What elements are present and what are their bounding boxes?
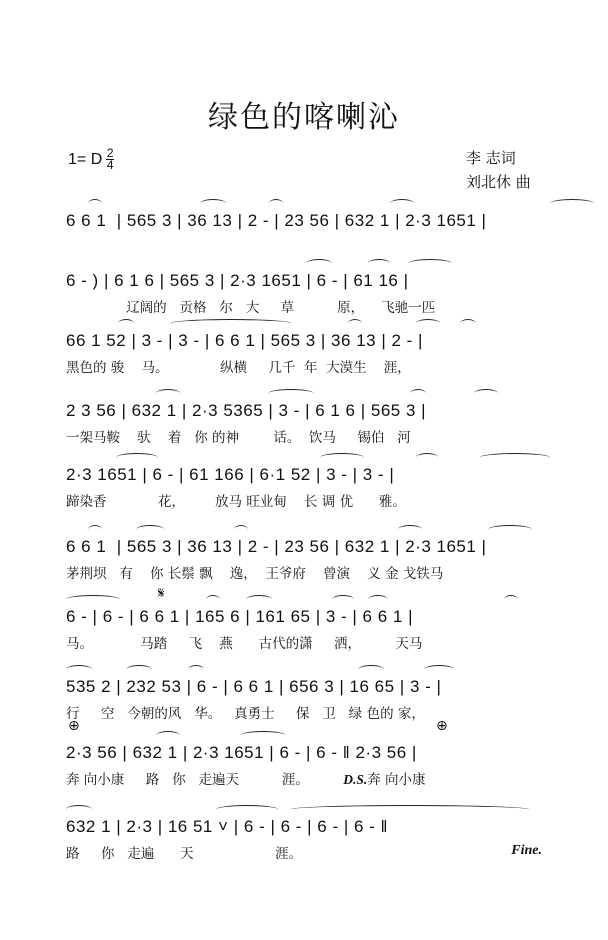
segno-icon: 𝄋 bbox=[158, 584, 165, 602]
notation: 66 1 52 | 3 - | 3 - | 6 6 1 | 565 3 | 36 13 | 2 - | bbox=[66, 331, 423, 350]
notation: 6 6 1 | 565 3 | 36 13 | 2 - | 23 56 | 632 1 | 2·3 1651 | bbox=[66, 211, 487, 230]
lyric-line bbox=[66, 237, 542, 259]
lyric-line: 行 空 今朝的风 华。 真勇士 保 卫 绿 色的 家， bbox=[66, 706, 425, 722]
coda-icon: ⊕ bbox=[436, 718, 448, 734]
score-line-6 bbox=[66, 534, 542, 594]
notation: 6 6 1 | 565 3 | 36 13 | 2 - | 23 56 | 632 1 | 2·3 1651 | bbox=[66, 537, 487, 556]
coda-icon: ⊕ bbox=[68, 718, 80, 734]
notation: 6 - | 6 - | 6 6 1 | 165 6 | 161 65 | 3 - | 6 6 1 | bbox=[66, 607, 413, 626]
song-title: 绿色的喀喇沁 bbox=[208, 100, 400, 135]
notation: 2·3 1651 | 6 - | 61 166 | 6·1 52 | 3 - | 3 - | bbox=[66, 465, 395, 484]
notation: 6 - ) | 6 1 6 | 565 3 | 2·3 1651 | 6 - | 61 16 | bbox=[66, 271, 409, 290]
time-signature: 2 4 bbox=[106, 146, 114, 172]
notation: 632 1 | 2·3 | 16 51 ˅ | 6 - | 6 - | 6 - | 6 - ‖ bbox=[66, 817, 389, 836]
score-line-10 bbox=[66, 814, 542, 874]
score-line-1 bbox=[66, 208, 542, 268]
lyric-line: 辽阔的 贡格 尔 大 草 原， 飞驰一匹 bbox=[66, 300, 436, 316]
key-signature bbox=[68, 148, 114, 171]
notation: 535 2 | 232 53 | 6 - | 6 6 1 | 656 3 | 16 65 | 3 - | bbox=[66, 677, 442, 696]
lyricist: 李 志词 bbox=[466, 149, 516, 167]
ds-marker: D.S. bbox=[343, 772, 368, 787]
lyric-line: 马。 马踏 飞 燕 古代的潇 洒， 天马 bbox=[66, 636, 423, 652]
score-line-5 bbox=[66, 462, 542, 522]
lyric-line: 奔 向小康 路 你 走遍天 涯。 D.S.奔 向小康 bbox=[66, 772, 426, 788]
score-line-7 bbox=[66, 584, 542, 664]
score-line-3 bbox=[66, 328, 542, 388]
credits bbox=[466, 146, 531, 194]
score-line-4 bbox=[66, 398, 542, 458]
lyric-line: 茅荆坝 有 你 长鬃 飘 逸， 王爷府 曾演 义 金 戈铁马 bbox=[66, 566, 444, 582]
key-tonic: 1= D bbox=[68, 150, 103, 168]
score-line-9 bbox=[66, 718, 542, 800]
notation: 2·3 56 | 632 1 | 2·3 1651 | 6 - | 6 - ‖ 2·3 56 | bbox=[66, 743, 417, 762]
lyric-line: 一架马鞍 驮 着 你 的神 话。 饮马 锡伯 河 bbox=[66, 430, 411, 446]
notation: 2 3 56 | 632 1 | 2·3 5365 | 3 - | 6 1 6 | 565 3 | bbox=[66, 401, 427, 420]
score-line-8 bbox=[66, 674, 542, 734]
composer: 刘北休 曲 bbox=[466, 173, 531, 191]
lyric-line: 蹄染香 花， 放马 旺业甸 长 调 优 雅。 bbox=[66, 494, 406, 510]
lyric-line: 黑色的 骏 马。 纵横 几千 年 大漠生 涯， bbox=[66, 360, 411, 376]
fine-marker: Fine. bbox=[511, 843, 542, 858]
lyric-line: 路 你 走遍 天 涯。 bbox=[66, 846, 303, 862]
